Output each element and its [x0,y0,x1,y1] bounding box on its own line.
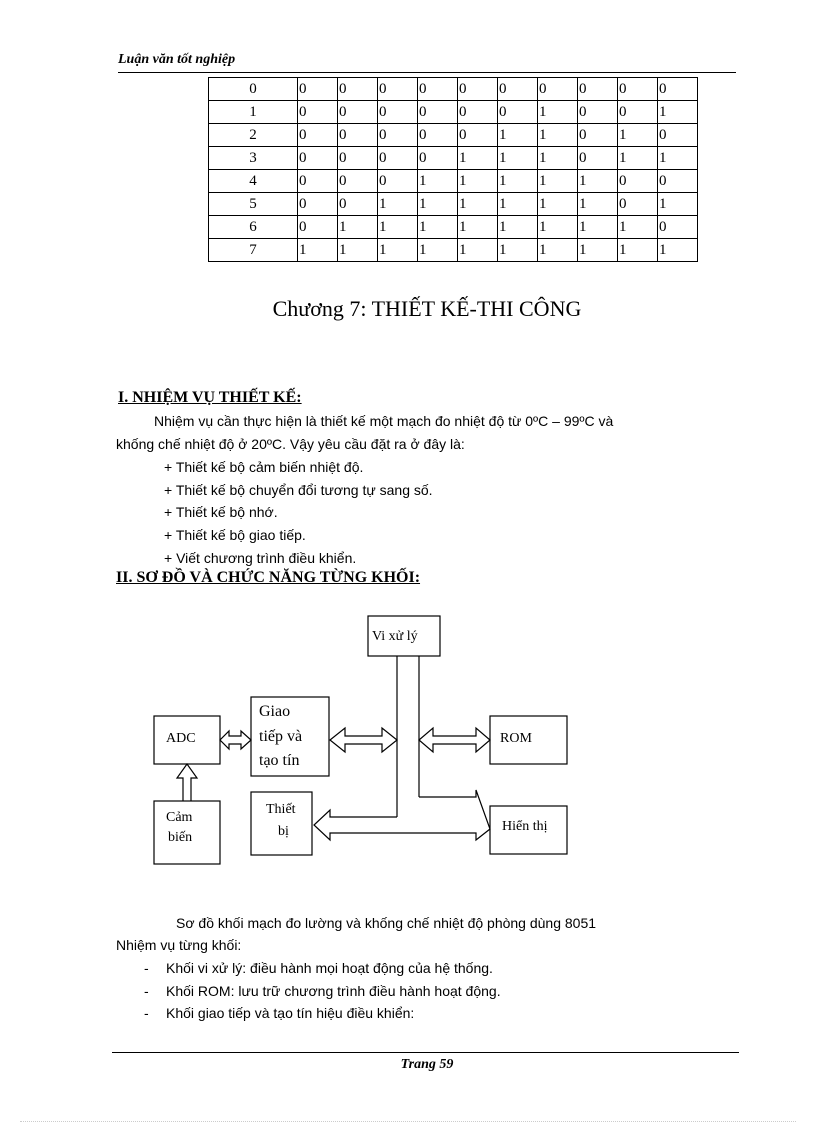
table-cell: 1 [618,124,658,147]
table-cell: 1 [498,216,538,239]
bus-to-device [314,810,397,840]
sensor-adc-arrow [177,764,197,801]
table-cell: 0 [418,124,458,147]
chapter-title: Chương 7: THIẾT KẾ-THI CÔNG [272,296,582,321]
table-row-index: 5 [209,193,298,216]
table-cell: 0 [378,124,418,147]
table-cell: 1 [538,101,578,124]
table-cell: 0 [338,101,378,124]
table-cell: 1 [458,239,498,262]
device-label-line-1: Thiết [266,802,296,817]
interface-label-line-1: Giao [259,703,291,720]
section-1-para-line-1: Nhiệm vụ cần thực hiện là thiết kế một mạch đo nhiệt độ từ 0ºC – 99ºC và [154,413,614,429]
table-cell: 1 [498,170,538,193]
section-1-heading: I. NHIỆM VỤ THIẾT KẾ: [118,389,302,406]
table-cell: 0 [378,78,418,101]
requirement-item: + Thiết kế bộ chuyển đổi tương tự sang số. [164,482,433,498]
table-cell: 1 [458,170,498,193]
table-row-index: 4 [209,170,298,193]
requirement-item: + Thiết kế bộ giao tiếp. [164,527,306,543]
table-cell: 1 [658,239,698,262]
table-cell: 0 [298,78,338,101]
table-cell: 1 [538,170,578,193]
section-2-heading: II. SƠ ĐỒ VÀ CHỨC NĂNG TỪNG KHỐI: [116,569,421,586]
table-cell: 0 [618,193,658,216]
tasks-intro: Nhiệm vụ từng khối: [116,937,242,953]
table-cell: 1 [338,239,378,262]
task-item: Khối ROM: lưu trữ chương trình điều hành hoạt động. [166,983,501,999]
table-cell: 0 [338,124,378,147]
table-cell: 1 [658,147,698,170]
table-cell: 0 [658,170,698,193]
table-cell: 1 [658,193,698,216]
table-cell: 0 [498,78,538,101]
table-row-index: 2 [209,124,298,147]
table-row-index: 6 [209,216,298,239]
task-bullet: - [144,983,149,999]
display-label: Hiển thị [502,819,548,834]
table-cell: 1 [458,147,498,170]
table-cell: 0 [658,78,698,101]
sensor-label-line-1: Cảm [166,810,193,825]
rom-label: ROM [500,731,532,746]
table-cell: 0 [658,216,698,239]
table-cell: 0 [578,124,618,147]
table-cell: 0 [378,170,418,193]
table-cell: 0 [578,78,618,101]
interface-label-line-2: tiếp và [259,728,303,745]
table-cell: 0 [458,78,498,101]
requirement-item: + Thiết kế bộ nhớ. [164,504,278,520]
table-cell: 1 [498,193,538,216]
table-row-index: 3 [209,147,298,170]
bus-to-display [397,790,490,840]
adc-interface-arrow [220,731,251,749]
adc-label: ADC [166,731,196,746]
table-cell: 0 [378,147,418,170]
table-cell: 1 [658,101,698,124]
table-cell: 1 [418,216,458,239]
bus-rom-arrow [419,728,490,752]
footer-rule [112,1052,739,1053]
requirement-item: + Viết chương trình điều khiển. [164,550,357,566]
page-edge [20,1121,796,1122]
page-number: Trang 59 [400,1057,454,1072]
table-cell: 1 [538,216,578,239]
table-cell: 0 [298,170,338,193]
table-cell: 1 [418,193,458,216]
interface-label-line-3: tạo tín [259,752,300,769]
table-cell: 1 [458,216,498,239]
table-cell: 1 [378,239,418,262]
table-cell: 0 [378,101,418,124]
table-cell: 0 [658,124,698,147]
diagram-caption: Sơ đồ khối mạch đo lường và khống chế nhiệt độ phòng dùng 8051 [176,915,597,931]
section-1-para-line-2: khống chế nhiệt độ ở 20ºC. Vậy yêu cầu đặt ra ở đây là: [116,436,465,452]
table-cell: 1 [618,216,658,239]
task-item: Khối giao tiếp và tạo tín hiệu điều khiển: [166,1005,415,1021]
table-cell: 0 [298,147,338,170]
table-cell: 1 [578,239,618,262]
device-label-line-2: bị [278,824,289,839]
table-cell: 0 [538,78,578,101]
table-cell: 0 [298,124,338,147]
table-cell: 0 [618,78,658,101]
table-cell: 1 [298,239,338,262]
table-cell: 0 [458,124,498,147]
table-cell: 0 [298,193,338,216]
table-cell: 0 [618,101,658,124]
table-cell: 1 [618,239,658,262]
sensor-label-line-2: biến [168,830,193,845]
table-cell: 0 [578,147,618,170]
task-bullet: - [144,1005,149,1021]
table-cell: 0 [338,193,378,216]
table-cell: 1 [578,193,618,216]
table-cell: 0 [338,147,378,170]
table-cell: 1 [618,147,658,170]
table-cell: 1 [418,239,458,262]
table-cell: 1 [578,216,618,239]
running-header: Luận văn tốt nghiệp [118,52,236,67]
table-cell: 0 [338,170,378,193]
requirement-item: + Thiết kế bộ cảm biến nhiệt độ. [164,459,364,475]
table-cell: 1 [538,147,578,170]
table-cell: 1 [418,170,458,193]
cpu-label: Vi xử lý [372,629,418,644]
table-cell: 1 [498,239,538,262]
table-cell: 1 [498,147,538,170]
table-cell: 0 [578,101,618,124]
table-cell: 1 [538,193,578,216]
table-row-index: 1 [209,101,298,124]
table-cell: 1 [378,216,418,239]
table-cell: 1 [498,124,538,147]
table-cell: 1 [338,216,378,239]
table-cell: 0 [338,78,378,101]
table-cell: 1 [538,124,578,147]
task-bullet: - [144,960,149,976]
table-cell: 0 [418,101,458,124]
table-cell: 1 [578,170,618,193]
table-row-index: 7 [209,239,298,262]
table-cell: 0 [458,101,498,124]
table-cell: 0 [298,216,338,239]
task-item: Khối vi xử lý: điều hành mọi hoạt động của hệ thống. [166,960,493,976]
table-row-index: 0 [209,78,298,101]
table-cell: 0 [498,101,538,124]
table-cell: 0 [618,170,658,193]
table-cell: 1 [378,193,418,216]
table-cell: 1 [458,193,498,216]
table-cell: 0 [298,101,338,124]
interface-bus-arrow [330,728,397,752]
table-cell: 1 [538,239,578,262]
table-cell: 0 [418,78,458,101]
table-cell: 0 [418,147,458,170]
